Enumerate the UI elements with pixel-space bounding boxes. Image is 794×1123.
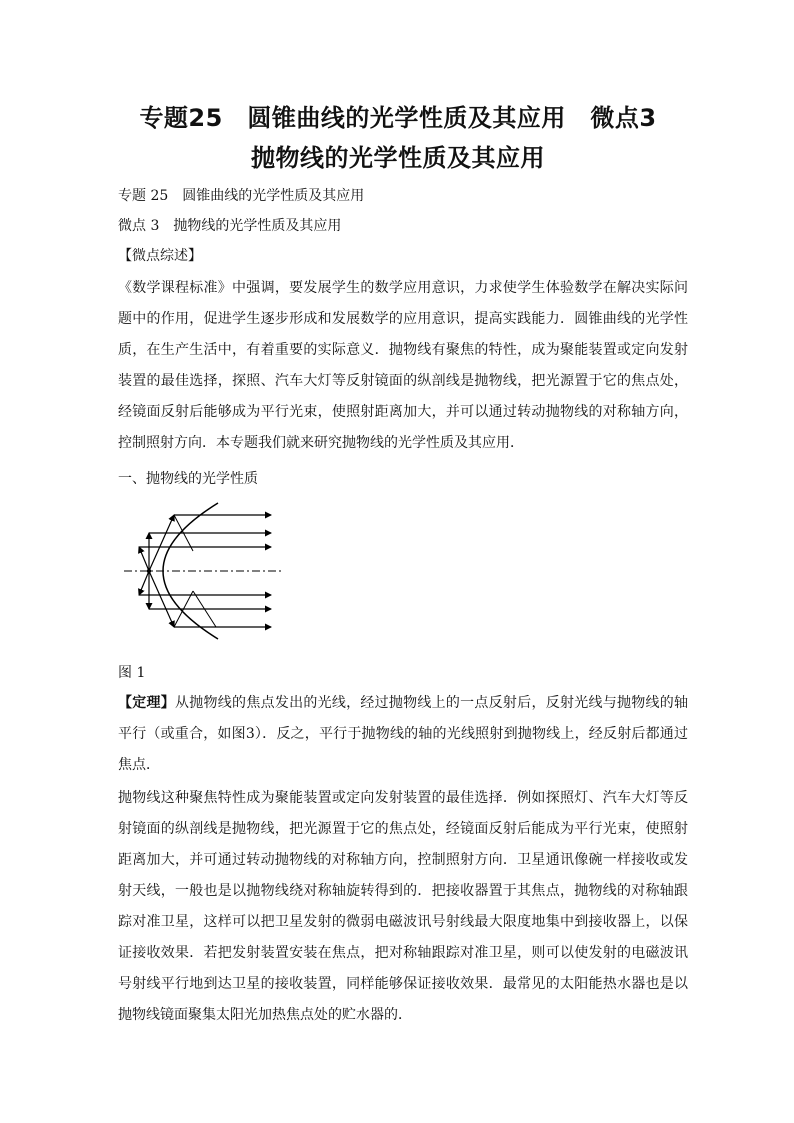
section-heading: 一、抛物线的光学性质 — [118, 471, 258, 487]
theorem-text: 从抛物线的焦点发出的光线，经过抛物线上的一点反射后，反射光线与抛物线的轴平行（或重合，如图3）．反之，平行于抛物线的轴的光线照射到抛物线上，经反射后都通过焦点． — [118, 695, 689, 773]
point-subtitle: 微点 3 抛物线的光学性质及其应用 — [118, 218, 342, 234]
figure-caption: 图 1 — [118, 665, 146, 681]
summary-paragraph: 《数学课程标准》中强调，要发展学生的数学应用意识，力求使学生体验数学在解决实际问题中的作用，促进学生逐步形成和发展数学的应用意识，提高实践能力．圆锥曲线的光学性质，在生产生活中，有着重要的实际意义．抛物线有聚焦的特性，成为聚能装置或定向发射装置的最佳选择，探照、汽车大灯等反射镜面的纵剖线是抛物线，把光源置于它的焦点处，经镜面反射后能够成为平行光束，使照射距离加大，并可以通过转动抛物线的对称轴方向，控制照射方向．本专题我们就来研究抛物线的光学性质及其应用． — [118, 280, 688, 451]
summary-heading: 【微点综述】 — [118, 248, 202, 264]
document-title: 专题25 圆锥曲线的光学性质及其应用 微点3 抛物线的光学性质及其应用 — [139, 104, 682, 172]
parabola-reflection-figure — [118, 496, 288, 646]
topic-subtitle: 专题 25 圆锥曲线的光学性质及其应用 — [118, 188, 365, 204]
theorem-paragraph — [118, 688, 688, 781]
theorem-label: 【定理】 — [118, 695, 176, 711]
application-paragraph: 抛物线这种聚焦特性成为聚能装置或定向发射装置的最佳选择．例如探照灯、汽车大灯等反射镜面的纵剖线是抛物线，把光源置于它的焦点处，经镜面反射后能成为平行光束，使照射距离加大，并可通过转动抛物线的对称轴方向，控制照射方向．卫星通讯像碗一样接收或发射天线，一般也是以抛物线绕对称轴旋转得到的．把接收器置于其焦点，抛物线的对称轴跟踪对准卫星，这样可以把卫星发射的微弱电磁波讯号射线最大限度地集中到接收器上，以保证接收效果．若把发射装置安装在焦点，把对称轴跟踪对准卫星，则可以使发射的电磁波讯号射线平行地到达卫星的接收装置，同样能够保证接收效果．最常见的太阳能热水器也是以抛物线镜面聚集太阳光加热焦点处的贮水器的． — [118, 790, 688, 1023]
